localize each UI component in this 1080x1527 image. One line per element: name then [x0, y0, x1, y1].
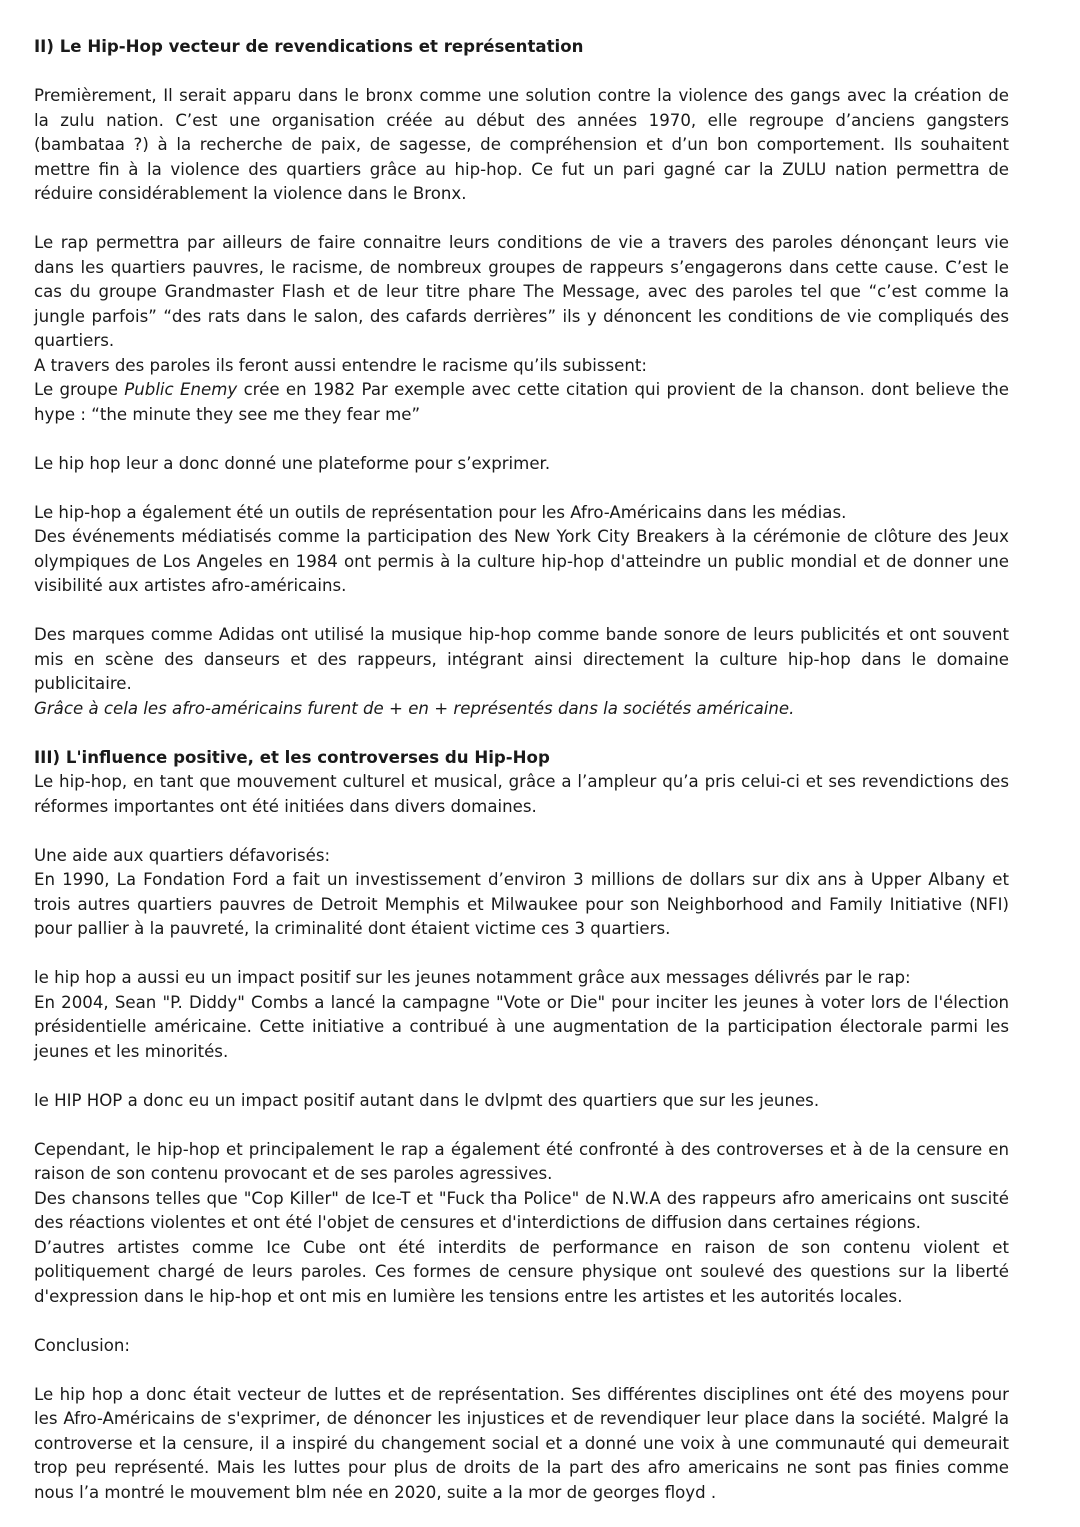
text-line: hype : “the minute they see me they fear me” [34, 404, 421, 424]
text-line: la zulu nation. C’est une organisation créée au début des années 1970, elle regroupe d’anciens gangsters [34, 110, 1009, 130]
section3-paragraph-impact-summary: le HIP HOP a donc eu un impact positif autant dans le dvlpmt des quartiers que sur les jeunes. [34, 1090, 820, 1110]
section3-paragraph-intro [34, 770, 1009, 819]
text-line: D’autres artistes comme Ice Cube ont été interdits de performance en raison de son contenu violent et [34, 1237, 1009, 1257]
conclusion-paragraph [34, 1383, 1009, 1506]
text-span: Le groupe [34, 380, 125, 399]
section2-paragraph-adidas [34, 623, 1009, 721]
text-line: publicitaire. [34, 674, 132, 693]
text-line: (bambataa ?) à la recherche de paix, de sagesse, de compréhension et d’un bon comportement. Ils souhaitent [34, 135, 1009, 154]
section2-paragraph-platform: Le hip hop leur a donc donné une plateforme pour s’exprimer. [34, 453, 551, 473]
text-line: mettre fin à la violence des quartiers grâce au hip-hop. Ce fut un pari gagné car la ZULU nation permettra de [34, 159, 1009, 179]
text-line: les Afro-Américains de s'exprimer, de dénoncer les injustices et de revendiquer leur place dans la société. Malgré la [34, 1409, 1009, 1428]
text-line: réformes importantes ont été initiées dans divers domaines. [34, 796, 537, 816]
text-line: En 1990, La Fondation Ford a fait un investissement d’environ 3 millions de dollars sur dix ans à Upper Albany et [34, 870, 1009, 889]
text-line-public-enemy [34, 378, 1009, 403]
text-line: Des chansons telles que "Cop Killer" de Ice-T et "Fuck tha Police" de N.W.A des rappeurs afro americains ont suscité [34, 1188, 1009, 1208]
text-line: jungle parfois” “des rats dans le salon, des cafards derrières” ils y dénoncent les conditions de vie compliqués des [34, 306, 1009, 326]
text-line: Le hip-hop a également été un outils de représentation pour les Afro-Américains dans les médias. [34, 502, 847, 522]
section3-paragraph-vote-or-die [34, 966, 1009, 1064]
text-line: des réactions violentes et ont été l'objet de censures et d'interdictions de diffusion dans certaines régions. [34, 1213, 921, 1232]
text-line: pour pallier à la pauvreté, la criminalité dont étaient victime ces 3 quartiers. [34, 919, 671, 938]
text-line: Cependant, le hip-hop et principalement le rap a également été confronté à des controverses et à de la censure en [34, 1139, 1009, 1159]
text-line: A travers des paroles ils feront aussi entendre le racisme qu’ils subissent: [34, 355, 647, 375]
text-line: En 2004, Sean "P. Diddy" Combs a lancé la campagne "Vote or Die" pour inciter les jeunes à voter lors de l'élection [34, 992, 1009, 1012]
text-line: visibilité aux artistes afro-américains. [34, 576, 347, 595]
text-line: Le hip hop a donc était vecteur de luttes et de représentation. Ses différentes disciplines ont été des moyens pour [34, 1384, 1009, 1404]
text-line: Une aide aux quartiers défavorisés: [34, 845, 331, 865]
text-line: présidentielle américaine. Cette initiative a contribué à une augmentation de la participation électorale parmi les [34, 1017, 1009, 1036]
section2-paragraph-rap-conditions [34, 231, 1009, 427]
text-line: olympiques de Los Angeles en 1984 ont permis à la culture hip-hop d'atteindre un public mondial et de donner une [34, 551, 1009, 571]
text-line: Le rap permettra par ailleurs de faire connaitre leurs conditions de vie a travers des paroles dénonçant leurs vie [34, 233, 1009, 252]
section2-paragraph-media [34, 501, 1009, 599]
text-line: raison de son contenu provocant et de ses paroles agressives. [34, 1164, 553, 1183]
text-line: nous l’a montré le mouvement blm née en 2020, suite a la mor de georges floyd . [34, 1482, 717, 1502]
text-line: trois autres quartiers pauvres de Detroit Memphis et Milwaukee pour son Neighborhood and Family Initiative (NFI) [34, 894, 1009, 914]
section3-paragraph-ford-foundation [34, 844, 1009, 942]
section2-heading: II) Le Hip-Hop vecteur de revendications et représentation [34, 37, 584, 56]
text-line: d'expression dans le hip-hop et ont mis en lumière les tensions entre les artistes et les autorités locales. [34, 1286, 903, 1306]
text-line: cas du groupe Grandmaster Flash et de leur titre phare The Message, avec des paroles tel que “c’est comme la [34, 282, 1009, 301]
section3-heading: III) L'influence positive, et les controverses du Hip-Hop [34, 747, 550, 767]
text-line: politiquement chargé de leurs paroles. Ces formes de censure physique ont soulevé des questions sur la liberté [34, 1262, 1009, 1281]
conclusion-heading: Conclusion: [34, 1335, 131, 1355]
text-line: controverse et la censure, il a inspiré du changement social et a donné une voix à une communauté qui demeurait [34, 1433, 1009, 1453]
text-line: dans les quartiers pauvres, le racisme, de nombreux groupes de rappeurs s’engagerons dans cette cause. C’est le [34, 257, 1009, 277]
text-line: Des marques comme Adidas ont utilisé la musique hip-hop comme bande sonore de leurs publicités et ont souvent [34, 625, 1009, 644]
text-line-italic: Grâce à cela les afro-américains furent de + en + représentés dans la sociétés américaine. [34, 698, 795, 718]
text-line: réduire considérablement la violence dans le Bronx. [34, 184, 467, 203]
text-span: crée en 1982 Par exemple avec cette citation qui provient de la chanson. dont believe the [237, 380, 1010, 399]
text-line: jeunes et les minorités. [34, 1041, 229, 1061]
text-line: mis en scène des danseurs et des rappeurs, intégrant ainsi directement la culture hip-hop dans le domaine [34, 649, 1009, 669]
text-line: Des événements médiatisés comme la participation des New York City Breakers à la cérémonie de clôture des Jeux [34, 527, 1009, 546]
text-line: le hip hop a aussi eu un impact positif sur les jeunes notamment grâce aux messages délivrés par le rap: [34, 968, 911, 987]
section3-paragraph-censorship [34, 1138, 1009, 1310]
band-name-public-enemy: Public Enemy [124, 380, 238, 399]
text-line: Premièrement, Il serait apparu dans le bronx comme une solution contre la violence des gangs avec la création de [34, 86, 1009, 105]
text-line: trop peu représenté. Mais les luttes pour plus de droits de la part des afro americains ne sont pas finies comme [34, 1458, 1009, 1477]
text-line: Le hip-hop, en tant que mouvement culturel et musical, grâce a l’ampleur qu’a pris celui-ci et ses revendictions des [34, 772, 1009, 791]
section2-paragraph-zulu-nation [34, 84, 1009, 207]
text-line: quartiers. [34, 331, 115, 350]
